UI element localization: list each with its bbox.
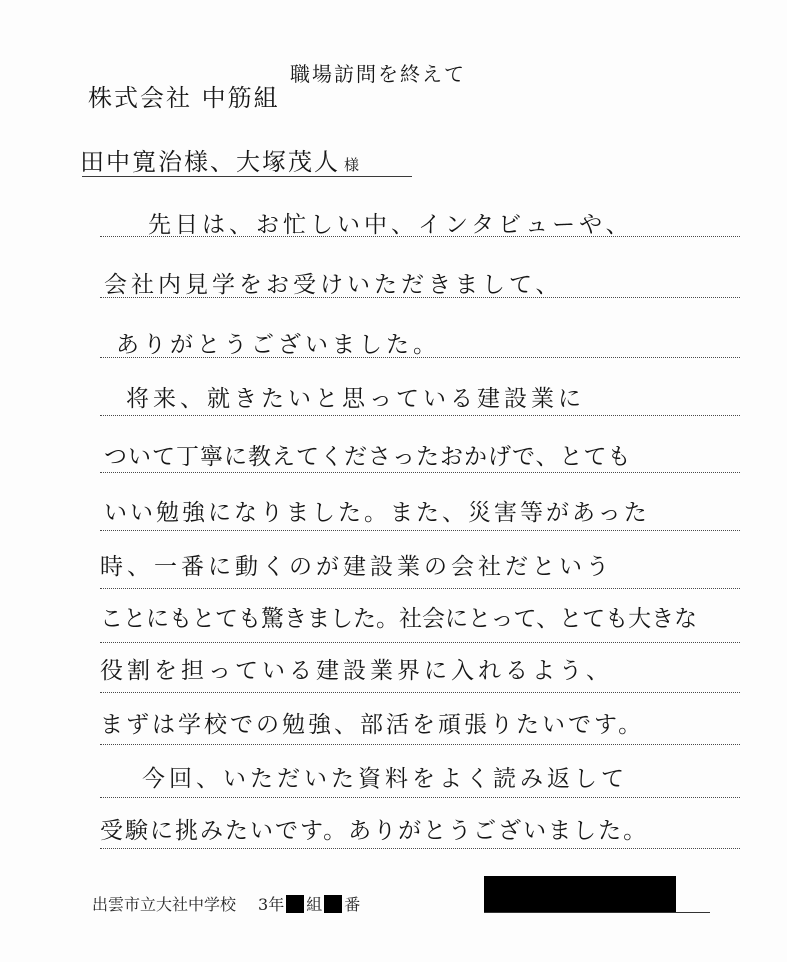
number-redaction <box>324 895 342 913</box>
name-underline <box>484 912 710 913</box>
body-line: 時、一番に動くのが建設業の会社だという <box>100 554 613 580</box>
body-line: ありがとうございました。 <box>116 332 440 358</box>
body-line: 受験に挑みたいです。ありがとうございました。 <box>100 818 649 844</box>
body-line: ことにもとても驚きました。社会にとって、とても大きな <box>100 606 698 632</box>
body-line: いい勉強になりました。また、災害等があった <box>104 500 650 526</box>
body-line: 今回、いただいた資料をよく読み返して <box>142 766 628 792</box>
ruled-line <box>100 588 740 589</box>
company-name: 株式会社 中筋組 <box>88 84 280 112</box>
ruled-line <box>100 642 740 643</box>
ruled-line <box>100 472 740 473</box>
grade-label: 3年 <box>258 895 285 914</box>
body-line: まずは学校での勉強、部活を頑張りたいです。 <box>100 712 645 738</box>
class-redaction <box>286 895 304 913</box>
ruled-line <box>100 848 740 849</box>
ruled-line <box>100 415 740 416</box>
ruled-line <box>100 297 740 298</box>
body-line: 先日は、お忙しい中、インタビューや、 <box>148 212 633 238</box>
recipient-underline <box>82 176 412 177</box>
ruled-line <box>100 797 740 798</box>
name-redaction <box>484 876 676 912</box>
body-line: 将来、就きたいと思っている建設業に <box>126 386 585 412</box>
body-line: 会社内見学をお受けいただきまして、 <box>104 272 563 298</box>
recipient-line <box>80 142 361 177</box>
ruled-line <box>100 744 740 745</box>
recipient-honorific: 様 <box>344 156 362 174</box>
ruled-line <box>100 692 740 693</box>
body-line: 役割を担っている建設業界に入れるよう、 <box>100 658 613 684</box>
body-line: ついて丁寧に教えてくださったおかげで、とても <box>104 444 632 470</box>
school-name: 出雲市立大社中学校 <box>92 895 237 914</box>
ruled-line <box>100 530 740 531</box>
recipient-names: 田中寛治様、大塚茂人 <box>80 148 340 176</box>
school-footer <box>92 892 360 915</box>
letter-title: 職場訪問を終えて <box>290 62 466 86</box>
ruled-line <box>100 357 740 358</box>
number-label: 番 <box>344 895 361 914</box>
class-label: 組 <box>306 895 323 914</box>
ruled-line <box>100 236 740 237</box>
